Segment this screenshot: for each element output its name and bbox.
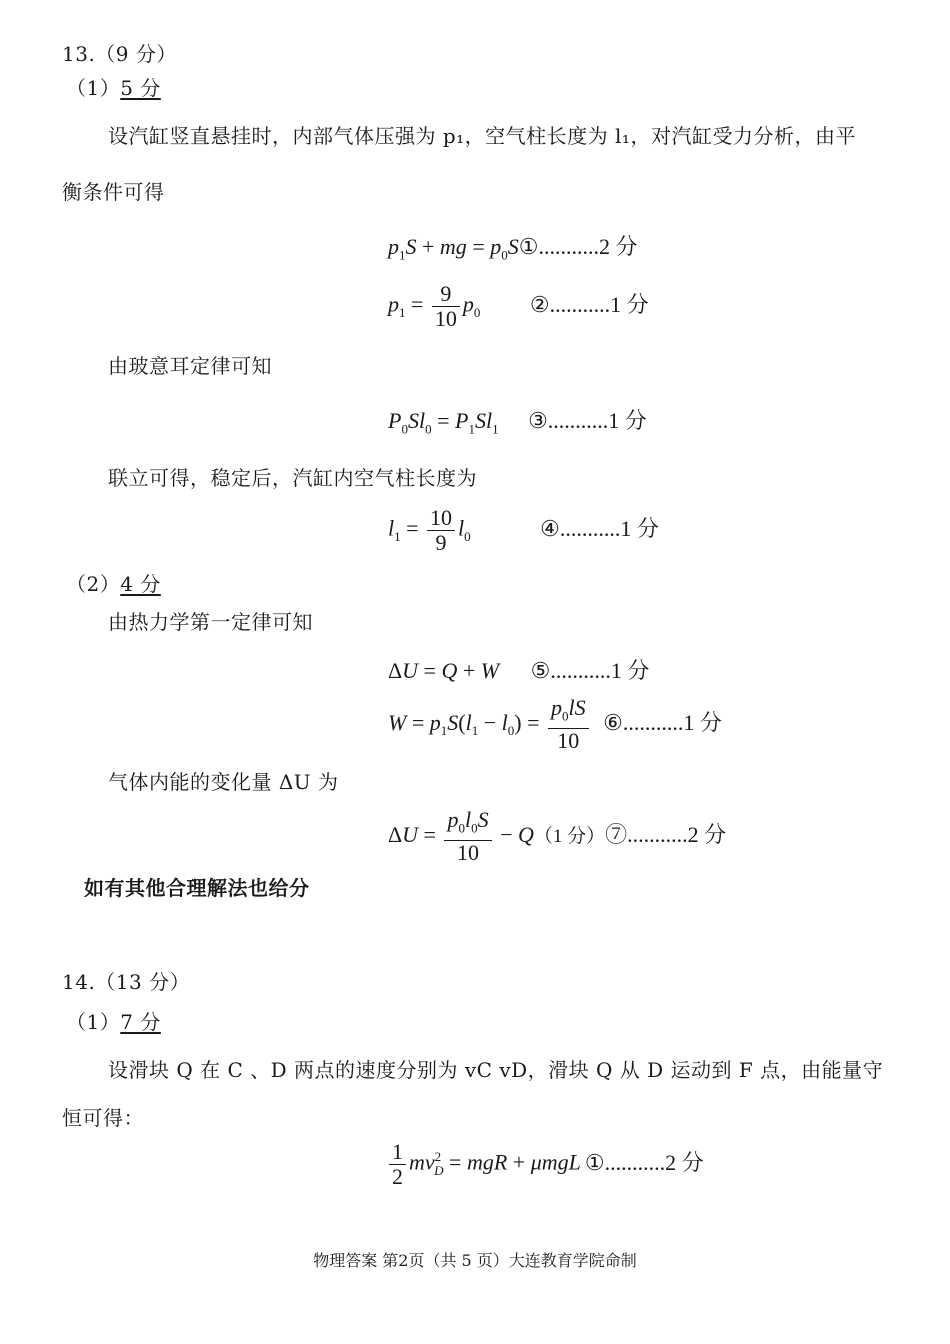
q13-equation-4: $l_1$ = $\frac{10}{9}$ $l_0$ ④...........1 分 bbox=[388, 505, 659, 555]
q13-para1-line2: 衡条件可得 bbox=[62, 180, 165, 204]
q13-para1-line1: 设汽缸竖直悬挂时，内部气体压强为 p₁，空气柱长度为 l₁，对汽缸受力分析，由平 bbox=[108, 124, 856, 148]
q13-equation-1: $p_1S$ + mg = $p_0S①...........2$ 分 bbox=[388, 234, 638, 263]
q13-heading: 13.（9 分） bbox=[62, 42, 177, 66]
q13-note: 如有其他合理解法也给分 bbox=[84, 876, 310, 900]
q13-equation-6: $W = p_1S(l_1 - l_0)$ = $\frac{p_0lS}{10}$ ⑥...........1 分 bbox=[388, 695, 722, 754]
q13-part1-header bbox=[66, 72, 161, 101]
q13-eq6-score: ⑥...........1 分 bbox=[603, 709, 722, 735]
q13-eq1-score: ①...........2 分 bbox=[518, 234, 638, 259]
q14-equation-1: $\frac{1}{2}$ $mv^2_D$ = mgR + μmgL ①...........2 分 bbox=[386, 1140, 704, 1189]
q13-eq2-score: ②...........1 分 bbox=[529, 291, 649, 317]
q13-eq3-score: ③...........1 分 bbox=[528, 408, 647, 433]
q13-equation-5: ΔU = Q + W ⑤...........1 分 bbox=[388, 658, 650, 683]
q14-para1-line2: 恒可得： bbox=[62, 1106, 144, 1130]
q13-part2-header bbox=[66, 568, 161, 597]
q14-heading: 14.（13 分） bbox=[62, 970, 191, 994]
q13-eq7-score: ⑦...........2 分 bbox=[605, 821, 727, 847]
q13-para4: 由热力学第一定律可知 bbox=[108, 610, 313, 634]
q13-part1-label: （1） bbox=[66, 76, 121, 100]
q13-para5: 气体内能的变化量 ΔU 为 bbox=[108, 770, 339, 794]
q13-eq5-score: ⑤...........1 分 bbox=[530, 658, 650, 683]
q13-part1-score: 5 分 bbox=[120, 76, 161, 100]
q14-part1-label: （1） bbox=[66, 1010, 121, 1034]
page-footer: 物理答案 第2页（共 5 页）大连教育学院命制 bbox=[313, 1251, 637, 1270]
q13-part2-label: （2） bbox=[66, 572, 121, 596]
q13-para3: 联立可得，稳定后，汽缸内空气柱长度为 bbox=[108, 466, 477, 490]
q14-eq1-score: ①...........2 分 bbox=[584, 1149, 704, 1175]
q13-part2-score: 4 分 bbox=[120, 572, 161, 596]
q14-part1-header bbox=[66, 1006, 161, 1035]
q13-equation-3: $P_0Sl_0 = P_1Sl_1$ ③...........1 分 bbox=[388, 408, 647, 437]
q13-eq7-note: （1 分） bbox=[533, 825, 606, 847]
q14-para1-line1: 设滑块 Q 在 C 、D 两点的速度分别为 vC vD，滑块 Q 从 D 运动到 F 点，由能量守 bbox=[108, 1058, 884, 1082]
q13-eq4-score: ④...........1 分 bbox=[540, 515, 659, 541]
q13-equation-7: ΔU = $\frac{p_0l_0S}{10}$ − Q（1 分）⑦...........2 分 bbox=[388, 807, 727, 866]
q13-equation-2: $p_1$ = $\frac{9}{10}$ $p_0$ ②...........1 分 bbox=[388, 281, 649, 331]
q14-part1-score: 7 分 bbox=[120, 1010, 161, 1034]
q13-para2: 由玻意耳定律可知 bbox=[108, 354, 272, 378]
